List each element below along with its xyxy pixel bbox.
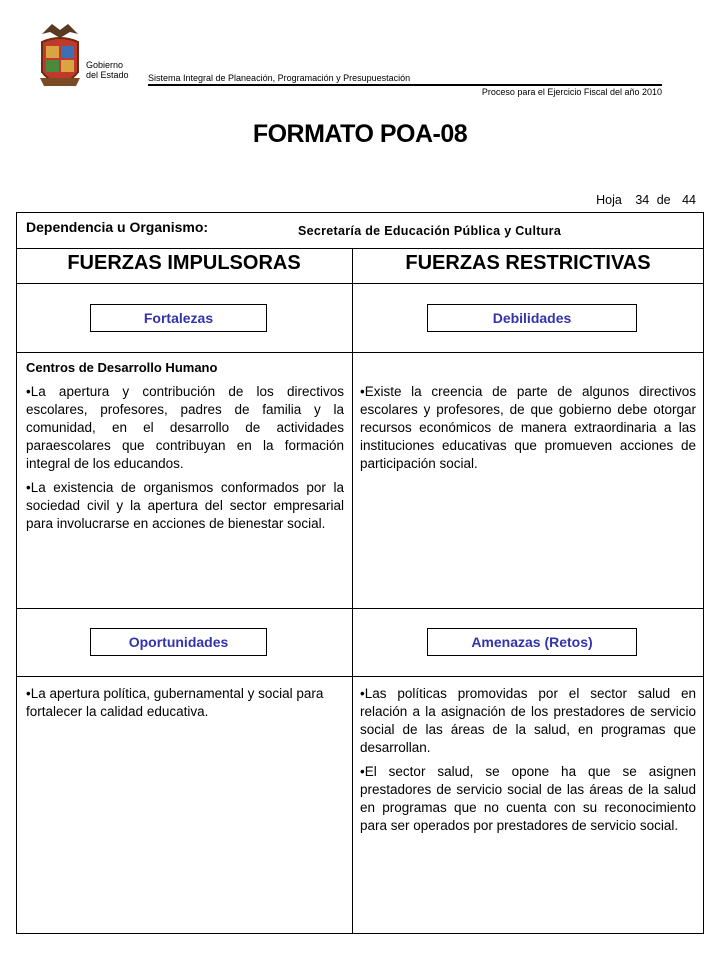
debilidades-item: •Existe la creencia de parte de algunos directivos escolares y profesores, de que gobierno debe otorgar recursos económicos de manera extraordinaria a las instituciones educativas que promueven acciones de participación social. [360, 384, 696, 471]
fuerzas-impulsoras-header: FUERZAS IMPULSORAS [67, 252, 301, 274]
state-seal-icon [36, 20, 84, 96]
gobierno-line1: Gobierno [86, 60, 124, 70]
header-rule [148, 84, 662, 86]
amenazas-item: •El sector salud, se opone ha que se asignen prestadores de servicio social de las áreas de la salud en programas que no cuenta con su reconocimiento para ser operados por prestadores de servicio social. [360, 764, 696, 833]
hoja-de-label: de [656, 193, 671, 207]
amenazas-content [360, 685, 696, 841]
dependencia-value: Secretaría de Educación Pública y Cultura [298, 224, 562, 238]
row-divider-fortalezas [16, 352, 704, 353]
gobierno-label [86, 60, 129, 80]
debilidades-label: Debilidades [427, 304, 637, 332]
fortalezas-subtitle: Centros de Desarrollo Humano [26, 360, 218, 375]
row-divider-oportunidades [16, 676, 704, 677]
amenazas-item: •Las políticas promovidas por el sector salud en relación a la asignación de los prestadores de servicio social de las áreas de la salud, en programas que desarrollan. [360, 686, 696, 755]
page-title: FORMATO POA-08 [252, 120, 468, 148]
gobierno-line2: del Estado [86, 70, 129, 80]
row-divider-headers [16, 283, 704, 284]
sistema-label: Sistema Integral de Planeación, Programación y Presupuestación [148, 73, 411, 83]
hoja-label: Hoja [596, 193, 622, 207]
column-divider [352, 248, 353, 934]
fortalezas-content [26, 359, 344, 539]
debilidades-content [360, 383, 696, 479]
oportunidades-item: •La apertura política, gubernamental y social para fortalecer la calidad educativa. [26, 686, 324, 719]
page-counter [596, 193, 696, 207]
oportunidades-label: Oportunidades [90, 628, 267, 656]
fortalezas-item: •La existencia de organismos conformados por la sociedad civil y la apertura del sector empresarial para involucrarse en acciones de bienestar social. [26, 480, 344, 531]
proceso-label: Proceso para el Ejercicio Fiscal del año 2010 [481, 87, 662, 97]
dependencia-label: Dependencia u Organismo: [26, 219, 209, 235]
hoja-total: 44 [682, 193, 696, 207]
oportunidades-content [26, 685, 344, 727]
fortalezas-item: •La apertura y contribución de los directivos escolares, profesores, padres de familia y la comunidad, en el desarrollo de actividades paraescolares que contribuyan en la formación integral de los educandos. [26, 384, 344, 471]
row-divider-dependencia [16, 248, 704, 249]
fuerzas-restrictivas-header: FUERZAS RESTRICTIVAS [405, 252, 651, 274]
amenazas-label: Amenazas (Retos) [427, 628, 637, 656]
hoja-current: 34 [635, 193, 650, 207]
row-divider-debilidades [16, 608, 704, 609]
fortalezas-label: Fortalezas [90, 304, 267, 332]
